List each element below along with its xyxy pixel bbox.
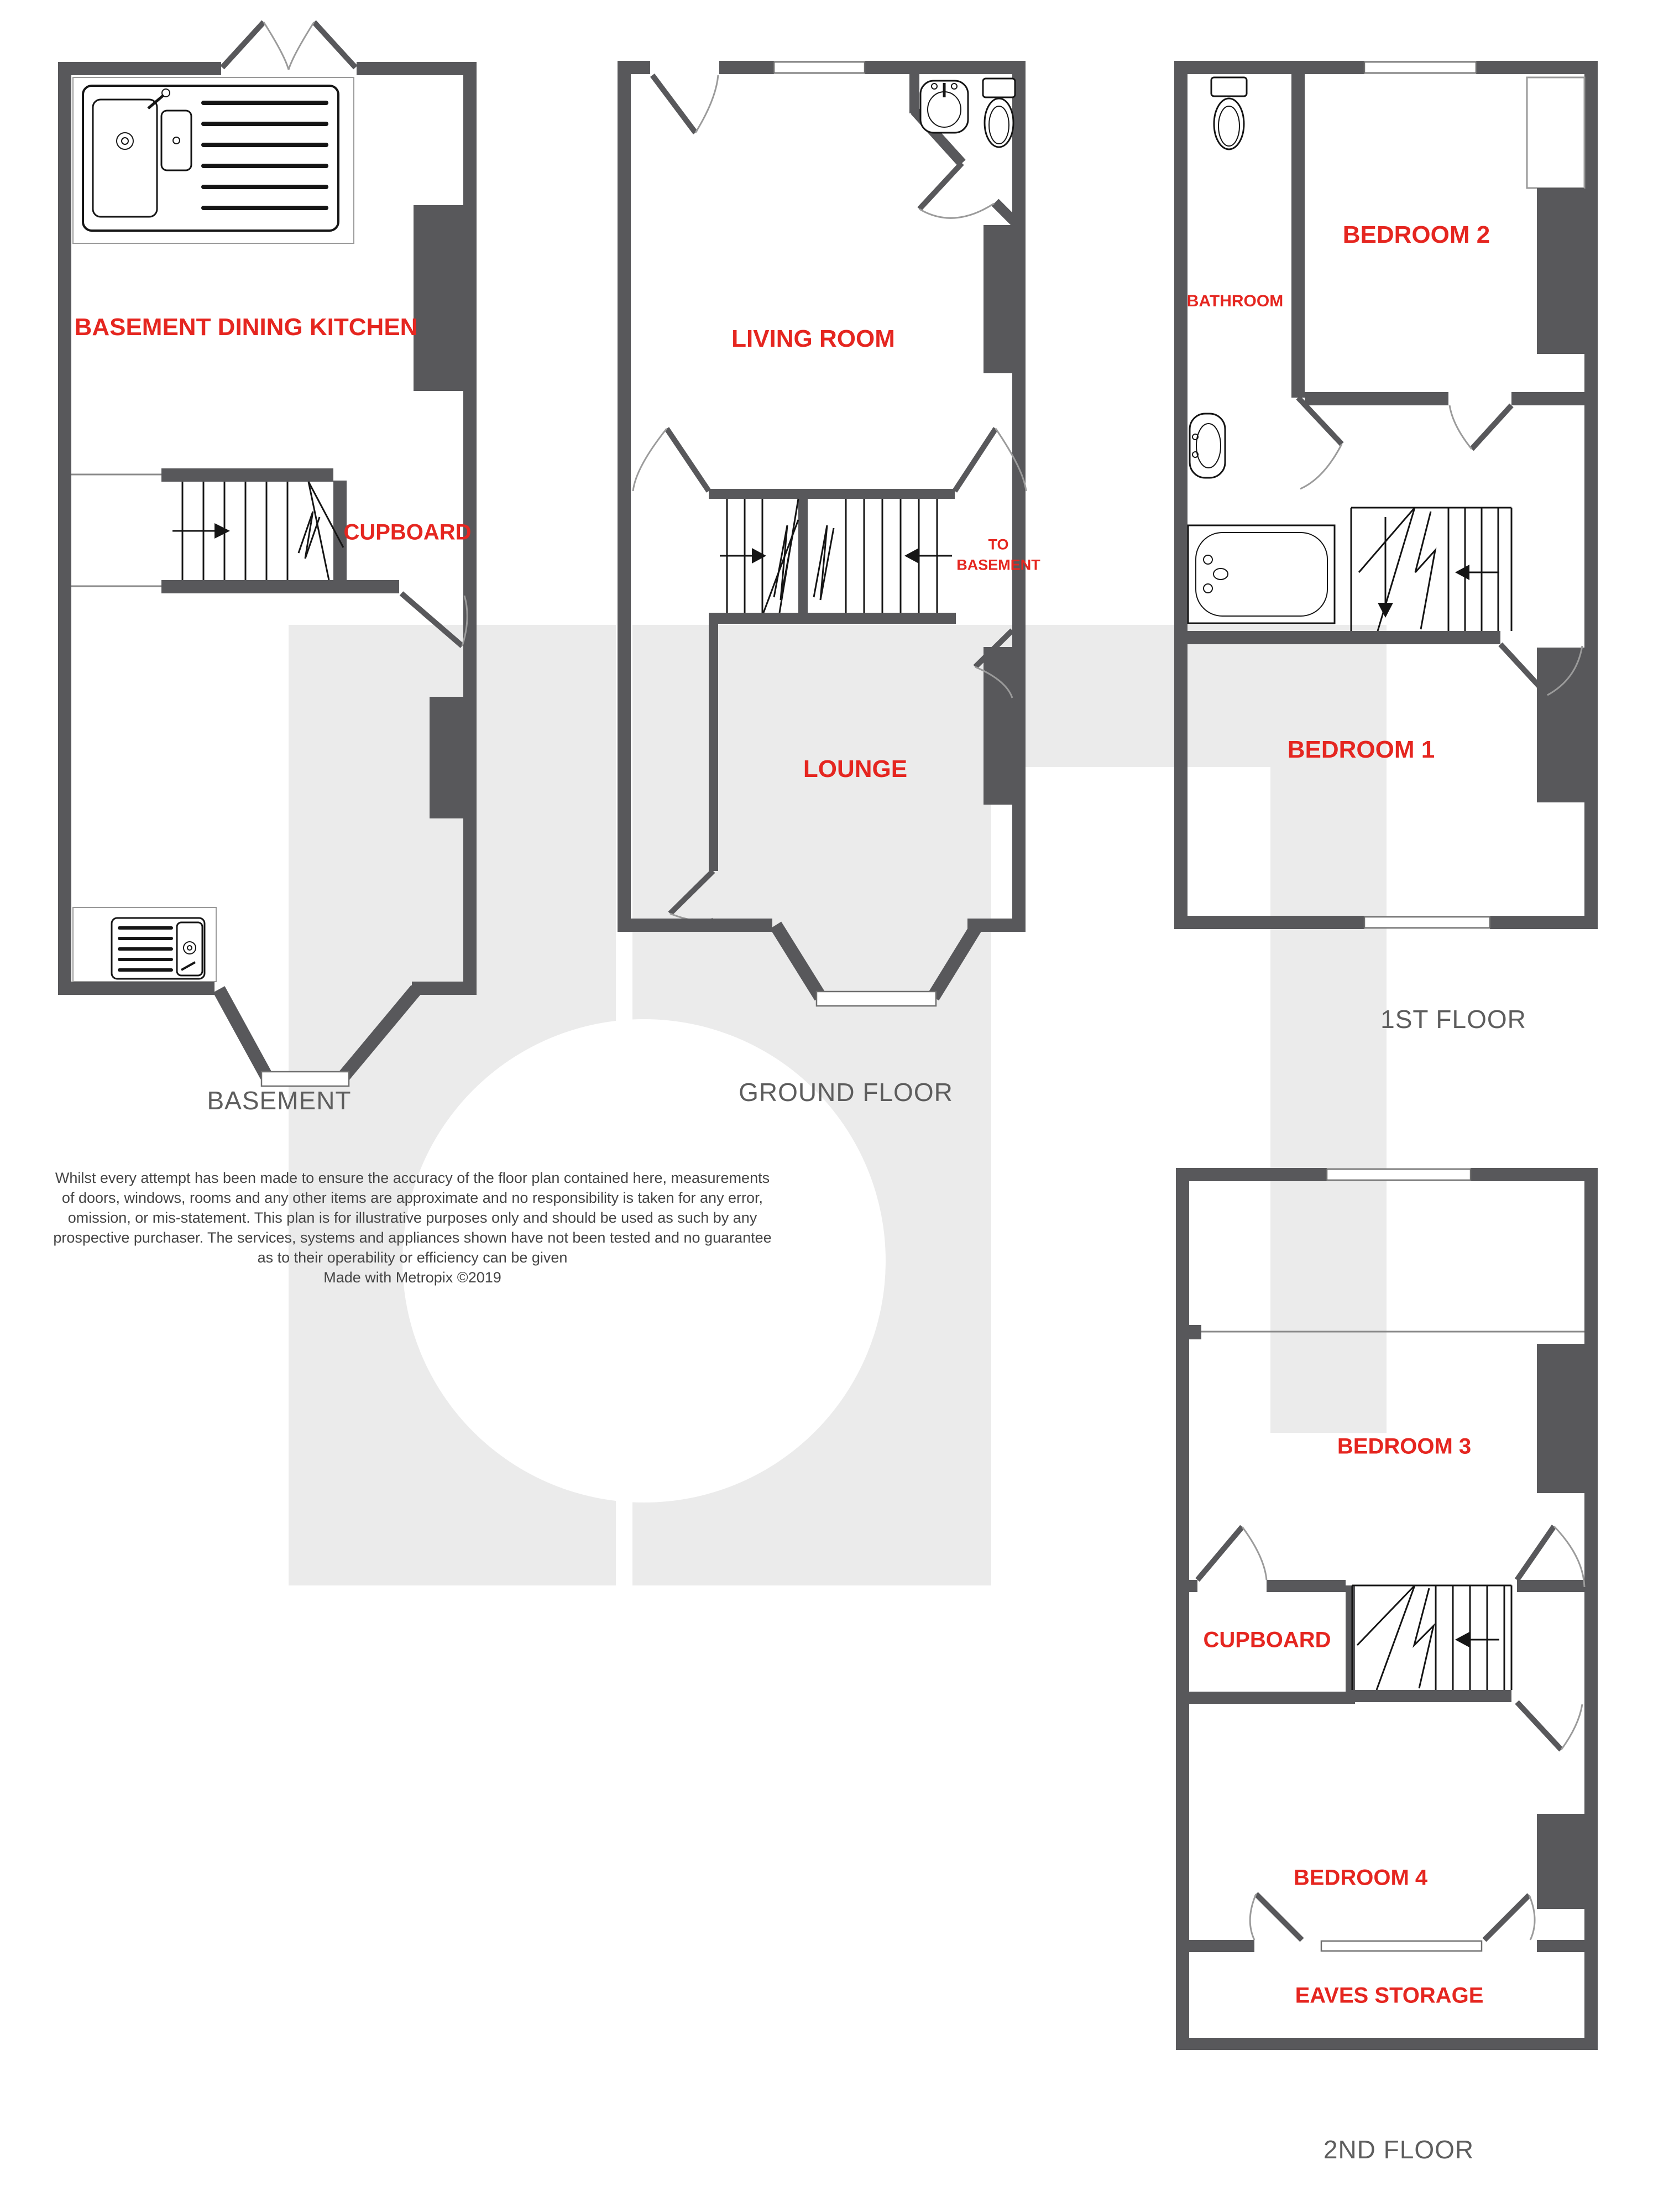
chimney-breast <box>430 697 463 818</box>
disclaimer-text <box>0 1168 825 1287</box>
room-label-bathroom: BATHROOM <box>1186 292 1284 310</box>
stairs-winder-icon <box>1351 508 1511 631</box>
room-label-lounge: LOUNGE <box>803 755 908 782</box>
basin-icon <box>1190 414 1225 478</box>
toilet-icon <box>1211 77 1247 149</box>
floor-caption-basement: BASEMENT <box>207 1086 352 1115</box>
internal-window <box>1321 1941 1482 1951</box>
door-icon <box>633 429 709 491</box>
room-label-bedroom-2: BEDROOM 2 <box>1342 221 1490 248</box>
door-icon <box>919 163 994 218</box>
bay-window <box>261 1072 349 1086</box>
basement-plan <box>58 22 477 1086</box>
room-label-basement-dining-kitchen: BASEMENT DINING KITCHEN <box>74 314 418 341</box>
stairs-down-icon <box>814 499 952 613</box>
front-door-icon <box>652 75 718 133</box>
bathtub-icon <box>1188 525 1335 623</box>
door-icon <box>1517 1526 1584 1587</box>
window <box>1327 1169 1471 1180</box>
double-door-icon <box>222 22 355 70</box>
stairs-up-icon <box>172 482 343 580</box>
room-label-eaves-storage: EAVES STORAGE <box>1295 1983 1484 2008</box>
disclaimer-line: as to their operability or efficiency can be given <box>257 1249 568 1266</box>
utility-sink-icon <box>73 907 216 982</box>
bay-window <box>817 992 936 1006</box>
chimney-breast <box>984 225 1012 373</box>
room-label-living-room: LIVING ROOM <box>731 325 895 352</box>
chimney-breast <box>414 205 463 391</box>
first-floor-plan <box>1174 61 1598 929</box>
door-icon <box>1484 1895 1535 1940</box>
ground-floor-plan <box>618 61 1026 1006</box>
door-icon <box>1250 1894 1302 1940</box>
disclaimer-line: of doors, windows, rooms and any other items are approximate and no responsibility is taken for any error, <box>61 1190 763 1206</box>
window <box>774 62 865 73</box>
room-label-to-basement-line1: TO <box>988 536 1009 553</box>
window <box>1364 917 1490 928</box>
disclaimer-line: Whilst every attempt has been made to ensure the accuracy of the floor plan contained here, measurements <box>55 1170 770 1186</box>
room-label-bedroom-3: BEDROOM 3 <box>1337 1434 1472 1459</box>
room-label-bedroom-1: BEDROOM 1 <box>1287 736 1435 763</box>
chimney-breast <box>1537 188 1584 354</box>
room-label-bedroom-4: BEDROOM 4 <box>1293 1865 1428 1890</box>
toilet-icon <box>983 79 1015 147</box>
chimney-breast <box>1537 1814 1584 1909</box>
disclaimer-line: prospective purchaser. The services, systems and appliances shown have not been tested and no guarantee <box>53 1229 772 1246</box>
door-icon <box>1517 1702 1582 1750</box>
window <box>1364 62 1476 73</box>
room-label-cupboard-second: CUPBOARD <box>1203 1627 1331 1652</box>
floor-caption-1st-floor: 1ST FLOOR <box>1380 1005 1526 1034</box>
disclaimer-line: omission, or mis-statement. This plan is for illustrative purposes only and should be used as such by any <box>67 1209 757 1226</box>
chimney-breast <box>984 647 1012 805</box>
room-label-to-basement-line2: BASEMENT <box>956 556 1040 573</box>
floor-caption-ground-floor: GROUND FLOOR <box>739 1078 953 1107</box>
kitchen-sink-icon <box>73 77 354 243</box>
door-icon <box>401 593 467 646</box>
door-icon <box>1298 398 1342 489</box>
floor-caption-2nd-floor: 2ND FLOOR <box>1323 2135 1474 2164</box>
basin-icon <box>920 81 968 133</box>
room-label-cupboard-basement: CUPBOARD <box>343 520 472 545</box>
chimney-breast <box>1537 648 1584 802</box>
door-icon <box>670 871 713 921</box>
stairs-winder-icon <box>1352 1585 1511 1690</box>
stairs-up-icon <box>720 499 798 613</box>
door-icon <box>1450 405 1511 449</box>
second-floor-plan <box>1176 1168 1598 2050</box>
wardrobe <box>1527 77 1584 188</box>
chimney-breast <box>1537 1344 1584 1493</box>
disclaimer-credit: Made with Metropix ©2019 <box>323 1269 501 1286</box>
door-icon <box>1197 1527 1267 1580</box>
